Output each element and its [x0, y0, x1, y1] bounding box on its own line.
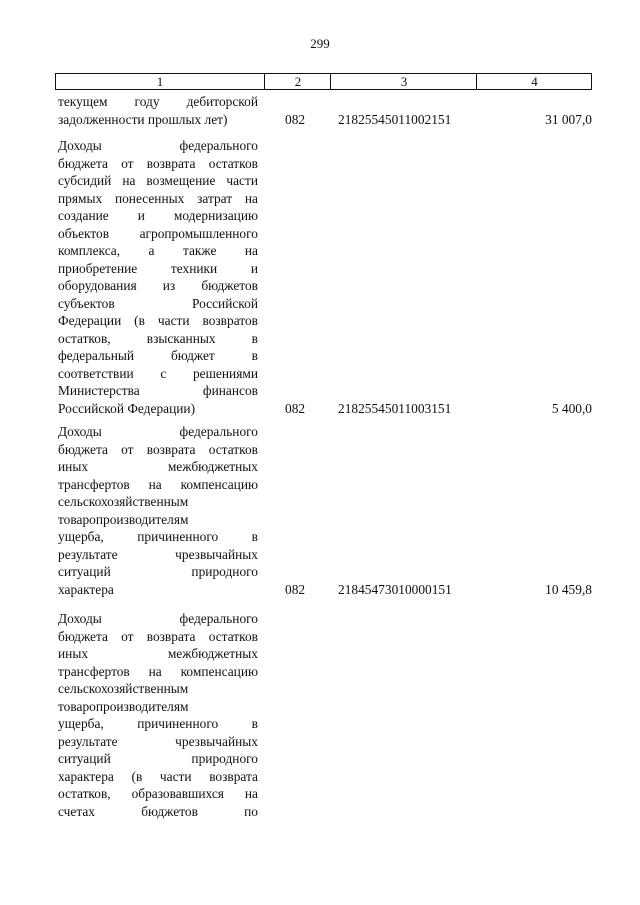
description-line: бюджета от возврата остатков	[58, 441, 258, 457]
description-line: прямых понесенных затрат на	[58, 190, 258, 206]
description-line: Министерства финансов	[58, 383, 258, 398]
description-line: бюджета от возврата остатков	[58, 628, 258, 644]
description-line: товаропроизводителям	[58, 511, 189, 527]
row-description	[58, 137, 258, 417]
amount: 31 007,0	[545, 111, 592, 127]
description-line: результате чрезвычайных	[58, 733, 258, 749]
description-line: результате чрезвычайных	[58, 546, 258, 562]
description-line: иных межбюджетных	[58, 459, 258, 474]
budget-class-code: 21825545011003151	[338, 400, 452, 416]
description-line: Федерации (в части возвратов	[58, 313, 258, 328]
description-line: иных межбюджетных	[58, 646, 258, 661]
description-line: Доходы федерального	[58, 138, 258, 153]
description-line: ситуаций природного	[58, 564, 258, 579]
description-line: товаропроизводителям	[58, 698, 189, 714]
budget-class-code: 21825545011002151	[338, 111, 452, 127]
description-line: ущерба, причиненного в	[58, 529, 258, 544]
row-description	[58, 423, 258, 598]
description-line: субъектов Российской	[58, 295, 258, 311]
description-line: Российской Федерации)	[58, 400, 196, 416]
admin-code: 082	[285, 400, 306, 416]
description-line: сельскохозяйственным	[58, 494, 189, 509]
description-line: трансфертов на компенсацию	[58, 663, 258, 679]
description-line: объектов агропромышленного	[58, 225, 258, 241]
row-description	[58, 610, 258, 820]
description-line: остатков, образовавшихся на	[58, 786, 258, 801]
amount: 5 400,0	[551, 400, 592, 416]
description-line: остатков, взысканных в	[58, 330, 258, 346]
description-line: ситуаций природного	[58, 751, 258, 766]
description-line: характера (в части возврата	[58, 768, 258, 784]
description-line: комплекса, а также на	[58, 243, 258, 258]
column-header-4: 4	[476, 74, 592, 89]
description-line: соответствии с решениями	[58, 365, 258, 381]
budget-class-code: 21845473010000151	[338, 581, 452, 597]
description-line: текущем году дебиторской	[58, 94, 258, 109]
row-description	[58, 93, 258, 128]
column-header-1: 1	[156, 74, 164, 89]
description-line: субсидий на возмещение части	[58, 173, 258, 188]
column-header-3: 3	[330, 74, 477, 89]
description-line: сельскохозяйственным	[58, 681, 189, 696]
page-number: 299	[310, 36, 330, 51]
amount: 10 459,8	[545, 581, 592, 597]
description-line: трансфертов на компенсацию	[58, 476, 258, 492]
description-line: счетах бюджетов по	[58, 803, 258, 819]
description-line: ущерба, причиненного в	[58, 716, 258, 731]
description-line: бюджета от возврата остатков	[58, 155, 258, 171]
description-line: приобретение техники и	[58, 260, 258, 276]
description-line: задолженности прошлых лет)	[58, 111, 228, 127]
admin-code: 082	[285, 581, 306, 597]
description-line: оборудования из бюджетов	[58, 278, 258, 293]
description-line: Доходы федерального	[58, 611, 258, 626]
description-line: характера	[58, 581, 114, 597]
description-line: федеральный бюджет в	[58, 348, 258, 363]
column-header-2: 2	[264, 74, 331, 89]
description-line: создание и модернизацию	[58, 208, 258, 223]
table-header	[55, 73, 592, 90]
admin-code: 082	[285, 111, 306, 127]
description-line: Доходы федерального	[58, 424, 258, 439]
